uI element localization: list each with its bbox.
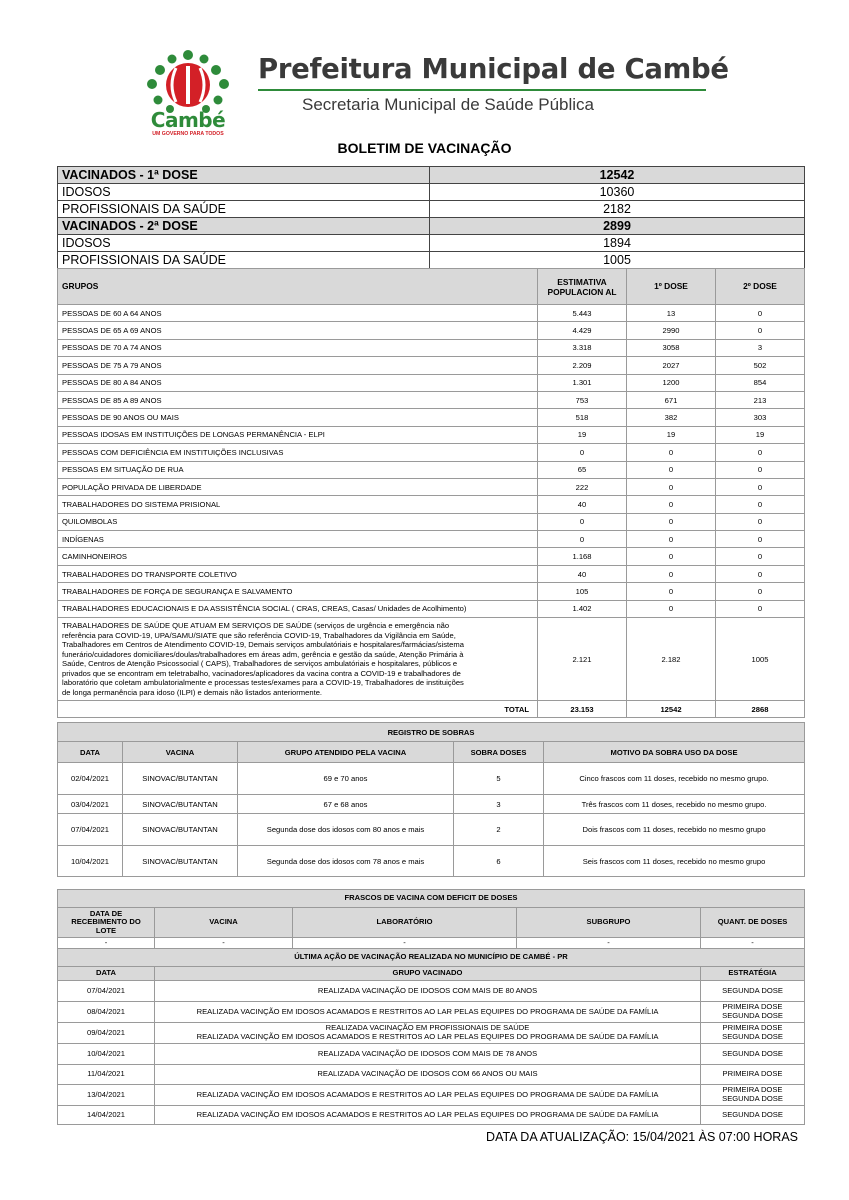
ultima-strategy [701, 981, 805, 1002]
frascos-table [57, 889, 805, 1125]
sobra-group: Segunda dose dos idosos com 78 anos e mais [238, 846, 454, 877]
sobras-header-vacina: VACINA [123, 742, 238, 763]
sobras-header-row [58, 742, 805, 763]
ultima-group-line: REALIZADA VACINÇÃO EM IDOSOS ACAMADOS E RESTRITOS AO LAR PELAS EQUIPES DO PROGRAMA DE SAÚDE DA FAMÍLIA [196, 1109, 659, 1119]
group-dose1: 0 [627, 600, 716, 617]
ultima-group-line: REALIZADA VACINAÇÃO DE IDOSOS COM MAIS DE 78 ANOS [317, 1048, 538, 1058]
ultima-date: 08/04/2021 [58, 1002, 155, 1023]
sobra-date: 03/04/2021 [58, 795, 123, 814]
sobra-group: 67 e 68 anos [238, 795, 454, 814]
group-name: PESSOAS DE 80 A 84 ANOS [58, 374, 538, 391]
ultima-strategy-line: SEGUNDA DOSE [722, 1094, 783, 1103]
group-dose1: 0 [627, 461, 716, 478]
group-name: TRABALHADORES DO SISTEMA PRISIONAL [58, 496, 538, 513]
sobra-vaccine: SINOVAC/BUTANTAN [123, 763, 238, 795]
ultima-date: 14/04/2021 [58, 1106, 155, 1125]
ultima-group [155, 1002, 701, 1023]
summary-row [58, 201, 805, 218]
dose2-label: VACINADOS - 2ª DOSE [58, 218, 430, 235]
frascos-cell-subgrupo: - [517, 938, 701, 949]
group-name: CAMINHONEIROS [58, 548, 538, 565]
ultima-group [155, 1044, 701, 1065]
cambe-logo [138, 48, 238, 140]
group-dose1: 13 [627, 305, 716, 322]
group-dose2: 303 [716, 409, 805, 426]
sobra-reason: Três frascos com 11 doses, recebido no mesmo grupo. [544, 795, 805, 814]
group-name: PESSOAS DE 85 A 89 ANOS [58, 391, 538, 408]
group-dose2: 19 [716, 426, 805, 443]
groups-header-dose1: 1º DOSE [627, 269, 716, 305]
group-row [58, 391, 805, 408]
ultima-strategy [701, 1044, 805, 1065]
ultima-strategy-line: PRIMEIRA DOSE [722, 1069, 783, 1079]
ultima-row [58, 981, 805, 1002]
sobra-row [58, 846, 805, 877]
health-workers-line: funerário/cuidadores domiciliares/doulas/trabalhadores em áreas adm, gerência e gestão da saúde, Atenção Primária à [62, 649, 464, 659]
group-row [58, 339, 805, 356]
group-dose2: 0 [716, 305, 805, 322]
group-dose1: 3058 [627, 339, 716, 356]
ultima-row [58, 1002, 805, 1023]
group-estimate: 40 [538, 565, 627, 582]
group-estimate: 2.121 [538, 618, 627, 701]
group-row [58, 461, 805, 478]
group-estimate: 222 [538, 478, 627, 495]
health-workers-line: TRABALHADORES DE SAÚDE QUE ATUAM EM SERVIÇOS DE SAÚDE (serviços de urgência e emergência não [62, 621, 450, 631]
health-workers-description [58, 618, 538, 701]
group-name: PESSOAS DE 70 A 74 ANOS [58, 339, 538, 356]
ultima-group-line: REALIZADA VACINÇÃO EM IDOSOS ACAMADOS E RESTRITOS AO LAR PELAS EQUIPES DO PROGRAMA DE SAÚDE DA FAMÍLIA [196, 1006, 659, 1016]
group-estimate: 0 [538, 444, 627, 461]
group-row [58, 531, 805, 548]
logo-tagline: UM GOVERNO PARA TODOS [152, 131, 224, 137]
ultima-header-data: DATA [58, 967, 155, 981]
ultima-strategy-line: PRIMEIRA DOSE [722, 1023, 783, 1033]
group-dose2: 0 [716, 496, 805, 513]
group-estimate: 753 [538, 391, 627, 408]
ultima-row [58, 1065, 805, 1085]
sobras-header-data: DATA [58, 742, 123, 763]
group-dose1: 0 [627, 444, 716, 461]
groups-header-row [58, 269, 805, 305]
ultima-group-line: REALIZADA VACINAÇÃO DE IDOSOS COM 66 ANOS OU MAIS [317, 1069, 538, 1079]
group-name: PESSOAS DE 75 A 79 ANOS [58, 357, 538, 374]
ultima-header-grupo: GRUPO VACINADO [155, 967, 701, 981]
header-title: Prefeitura Municipal de Cambé [258, 53, 729, 85]
group-name: TRABALHADORES DE FORÇA DE SEGURANÇA E SALVAMENTO [58, 583, 538, 600]
ultima-group [155, 1106, 701, 1125]
group-row [58, 513, 805, 530]
group-estimate: 105 [538, 583, 627, 600]
health-workers-line: Trabalhadores em Centros de Atendimento COVID-19, Demais serviços ambulatóriais e hospitalares/farmácias/sistema [62, 640, 464, 650]
health-workers-line: referência para COVID-19, UPA/SAMU/SIATE que são referência COVID-19, Trabalhadores da Vigilância em Saúde, [62, 630, 456, 640]
summary-row-label: IDOSOS [58, 184, 430, 201]
ultima-title: ÚLTIMA AÇÃO DE VACINAÇÃO REALIZADA NO MUNICÍPIO DE CAMBÉ - PR [58, 949, 805, 967]
group-row [58, 444, 805, 461]
group-name: INDÍGENAS [58, 531, 538, 548]
group-name: POPULAÇÃO PRIVADA DE LIBERDADE [58, 478, 538, 495]
ultima-group-line: REALIZADA VACINAÇÃO EM PROFISSIONAIS DE SAÚDE [325, 1023, 530, 1033]
ultima-strategy [701, 1023, 805, 1044]
health-workers-line: de longa permanência para idoso (ILPI) e demais não listados anteriormente. [62, 687, 323, 697]
group-estimate: 3.318 [538, 339, 627, 356]
health-workers-line: laboratório que coletam ambulatorialmente e processas testes/exames para a COVID-19, Trabalhadores de instituições [62, 678, 464, 688]
ultima-group [155, 1023, 701, 1044]
group-row [58, 548, 805, 565]
ultima-row [58, 1085, 805, 1106]
sobras-table [57, 722, 805, 877]
group-dose2: 0 [716, 513, 805, 530]
summary-dose1-header [58, 167, 805, 184]
group-dose1: 0 [627, 548, 716, 565]
ultima-title-row [58, 949, 805, 967]
group-dose2: 0 [716, 322, 805, 339]
sobra-row [58, 763, 805, 795]
group-estimate: 1.301 [538, 374, 627, 391]
group-name: TRABALHADORES DO TRANSPORTE COLETIVO [58, 565, 538, 582]
sobras-header-grupo: GRUPO ATENDIDO PELA VACINA [238, 742, 454, 763]
groups-header-estimativa: ESTIMATIVA POPULACION AL [538, 269, 627, 305]
ultima-group-line: REALIZADA VACINÇÃO EM IDOSOS ACAMADOS E RESTRITOS AO LAR PELAS EQUIPES DO PROGRAMA DE SAÚDE DA FAMÍLIA [196, 1032, 659, 1041]
ultima-date: 13/04/2021 [58, 1085, 155, 1106]
sobra-date: 07/04/2021 [58, 814, 123, 846]
group-dose1: 0 [627, 531, 716, 548]
ultima-row [58, 1023, 805, 1044]
frascos-title-row [58, 890, 805, 908]
sobra-reason: Seis frascos com 11 doses, recebido no mesmo grupo [544, 846, 805, 877]
ultima-strategy-line: PRIMEIRA DOSE [722, 1002, 783, 1012]
ultima-header-row [58, 967, 805, 981]
ultima-strategy-line: SEGUNDA DOSE [722, 1048, 783, 1058]
summary-row [58, 184, 805, 201]
ultima-strategy [701, 1065, 805, 1085]
document-title: BOLETIM DE VACINAÇÃO [337, 140, 512, 156]
ultima-strategy [701, 1002, 805, 1023]
frascos-header-data: DATA DE RECEBIMENTO DO LOTE [58, 908, 155, 938]
group-row [58, 496, 805, 513]
frascos-header-quant: QUANT. DE DOSES [701, 908, 805, 938]
summary-row [58, 235, 805, 252]
dose2-value: 2899 [430, 218, 805, 235]
group-dose1: 19 [627, 426, 716, 443]
group-name: PESSOAS EM SITUAÇÃO DE RUA [58, 461, 538, 478]
group-estimate: 19 [538, 426, 627, 443]
group-dose2: 0 [716, 600, 805, 617]
total-label: TOTAL [58, 701, 538, 718]
group-row [58, 565, 805, 582]
group-row [58, 305, 805, 322]
sobra-reason: Cinco frascos com 11 doses, recebido no mesmo grupo. [544, 763, 805, 795]
ultima-strategy-line: SEGUNDA DOSE [722, 1032, 783, 1041]
frascos-cell-quant: - [701, 938, 805, 949]
group-estimate: 65 [538, 461, 627, 478]
group-dose2: 0 [716, 444, 805, 461]
summary-row [58, 252, 805, 269]
ultima-group-line: REALIZADA VACINÇÃO EM IDOSOS ACAMADOS E RESTRITOS AO LAR PELAS EQUIPES DO PROGRAMA DE SAÚDE DA FAMÍLIA [196, 1089, 659, 1099]
group-row [58, 322, 805, 339]
update-timestamp: DATA DA ATUALIZAÇÃO: 15/04/2021 ÀS 07:00 HORAS [486, 1130, 798, 1144]
health-workers-line: Saúde, Centros de Atenção Psicossocial ( CAPS), Trabalhadores de serviços ambulatóriais e hospitalares, públicos e [62, 659, 458, 669]
summary-row-label: PROFISSIONAIS DA SAÚDE [58, 201, 430, 218]
group-estimate: 1.168 [538, 548, 627, 565]
group-dose1: 0 [627, 565, 716, 582]
summary-table [57, 166, 805, 269]
sobras-header-motivo: MOTIVO DA SOBRA USO DA DOSE [544, 742, 805, 763]
group-estimate: 40 [538, 496, 627, 513]
group-dose2: 0 [716, 565, 805, 582]
frascos-header-laboratorio: LABORATÓRIO [293, 908, 517, 938]
ultima-header-estrategia: ESTRATÉGIA [701, 967, 805, 981]
summary-row-value: 1894 [430, 235, 805, 252]
summary-dose2-header [58, 218, 805, 235]
ultima-row [58, 1044, 805, 1065]
group-row [58, 426, 805, 443]
frascos-cell-laboratorio: - [293, 938, 517, 949]
group-name: PESSOAS DE 60 A 64 ANOS [58, 305, 538, 322]
group-dose1: 0 [627, 513, 716, 530]
sobra-doses: 3 [454, 795, 544, 814]
dose1-value: 12542 [430, 167, 805, 184]
group-name: PESSOAS DE 90 ANOS OU MAIS [58, 409, 538, 426]
total-estimate: 23.153 [538, 701, 627, 718]
ultima-date: 07/04/2021 [58, 981, 155, 1002]
group-dose1: 2990 [627, 322, 716, 339]
group-estimate: 518 [538, 409, 627, 426]
health-workers-line: privados que se encontram em teletrabalho, vacinadores/aplicadores da vacina contra a COVID-19 e trabalhadores de [62, 668, 461, 678]
group-dose1: 0 [627, 496, 716, 513]
sobra-doses: 5 [454, 763, 544, 795]
sobra-vaccine: SINOVAC/BUTANTAN [123, 814, 238, 846]
group-estimate: 1.402 [538, 600, 627, 617]
group-dose1: 0 [627, 478, 716, 495]
sobras-header-sobra: SOBRA DOSES [454, 742, 544, 763]
sobra-vaccine: SINOVAC/BUTANTAN [123, 846, 238, 877]
group-dose2: 0 [716, 478, 805, 495]
group-dose2: 0 [716, 548, 805, 565]
sobra-group: Segunda dose dos idosos com 80 anos e mais [238, 814, 454, 846]
group-row [58, 409, 805, 426]
group-row [58, 583, 805, 600]
total-dose2: 2868 [716, 701, 805, 718]
sobra-doses: 2 [454, 814, 544, 846]
summary-row-value: 10360 [430, 184, 805, 201]
ultima-strategy-line: SEGUNDA DOSE [722, 985, 783, 995]
ultima-strategy [701, 1106, 805, 1125]
group-estimate: 0 [538, 531, 627, 548]
sobras-title: REGISTRO DE SOBRAS [58, 723, 805, 742]
group-estimate: 2.209 [538, 357, 627, 374]
group-dose2: 1005 [716, 618, 805, 701]
sobra-group: 69 e 70 anos [238, 763, 454, 795]
group-row [58, 478, 805, 495]
group-dose2: 3 [716, 339, 805, 356]
health-workers-row [58, 618, 805, 701]
groups-table [57, 268, 805, 718]
frascos-title: FRASCOS DE VACINA COM DEFICIT DE DOSES [58, 890, 805, 908]
group-dose1: 382 [627, 409, 716, 426]
group-name: PESSOAS DE 65 A 69 ANOS [58, 322, 538, 339]
group-row [58, 357, 805, 374]
groups-header-dose2: 2º DOSE [716, 269, 805, 305]
group-dose1: 1200 [627, 374, 716, 391]
group-dose1: 2.182 [627, 618, 716, 701]
group-row [58, 600, 805, 617]
group-estimate: 5.443 [538, 305, 627, 322]
frascos-header-row [58, 908, 805, 938]
sobra-row [58, 814, 805, 846]
frascos-cell-vacina: - [155, 938, 293, 949]
dose1-label: VACINADOS - 1ª DOSE [58, 167, 430, 184]
groups-total-row [58, 701, 805, 718]
ultima-strategy-line: SEGUNDA DOSE [722, 1109, 783, 1119]
ultima-group [155, 1065, 701, 1085]
group-dose2: 213 [716, 391, 805, 408]
group-name: QUILOMBOLAS [58, 513, 538, 530]
group-dose2: 502 [716, 357, 805, 374]
header-subtitle: Secretaria Municipal de Saúde Pública [302, 95, 595, 114]
group-dose1: 2027 [627, 357, 716, 374]
group-estimate: 4.429 [538, 322, 627, 339]
sobra-date: 02/04/2021 [58, 763, 123, 795]
total-dose1: 12542 [627, 701, 716, 718]
ultima-date: 11/04/2021 [58, 1065, 155, 1085]
ultima-date: 09/04/2021 [58, 1023, 155, 1044]
group-dose2: 0 [716, 583, 805, 600]
sobra-vaccine: SINOVAC/BUTANTAN [123, 795, 238, 814]
ultima-strategy-line: PRIMEIRA DOSE [722, 1085, 783, 1095]
ultima-date: 10/04/2021 [58, 1044, 155, 1065]
summary-row-label: IDOSOS [58, 235, 430, 252]
frascos-header-vacina: VACINA [155, 908, 293, 938]
frascos-header-subgrupo: SUBGRUPO [517, 908, 701, 938]
ultima-strategy [701, 1085, 805, 1106]
sobra-doses: 6 [454, 846, 544, 877]
ultima-row [58, 1106, 805, 1125]
group-dose2: 0 [716, 531, 805, 548]
frascos-row [58, 938, 805, 949]
group-dose2: 854 [716, 374, 805, 391]
sobra-row [58, 795, 805, 814]
ultima-group [155, 981, 701, 1002]
summary-row-label: PROFISSIONAIS DA SAÚDE [58, 252, 430, 269]
group-dose1: 0 [627, 583, 716, 600]
ultima-strategy-line: SEGUNDA DOSE [722, 1011, 783, 1020]
summary-row-value: 2182 [430, 201, 805, 218]
group-row [58, 374, 805, 391]
group-dose2: 0 [716, 461, 805, 478]
group-name: TRABALHADORES EDUCACIONAIS E DA ASSISTÊNCIA SOCIAL ( CRAS, CREAS, Casas/ Unidades de Acolhimento) [58, 600, 538, 617]
group-name: PESSOAS COM DEFICIÊNCIA EM INSTITUIÇÕES INCLUSIVAS [58, 444, 538, 461]
ultima-group [155, 1085, 701, 1106]
groups-header-grupo: GRUPOS [58, 269, 538, 305]
sobras-title-row [58, 723, 805, 742]
ultima-group-line: REALIZADA VACINAÇÃO DE IDOSOS COM MAIS DE 80 ANOS [317, 985, 538, 995]
group-estimate: 0 [538, 513, 627, 530]
frascos-cell-data: - [58, 938, 155, 949]
group-dose1: 671 [627, 391, 716, 408]
sobra-reason: Dois frascos com 11 doses, recebido no mesmo grupo [544, 814, 805, 846]
group-name: PESSOAS IDOSAS EM INSTITUIÇÕES DE LONGAS PERMANÊNCIA - ELPI [58, 426, 538, 443]
summary-row-value: 1005 [430, 252, 805, 269]
header-rule [258, 89, 706, 91]
logo-text: Cambé [150, 108, 226, 132]
sobra-date: 10/04/2021 [58, 846, 123, 877]
